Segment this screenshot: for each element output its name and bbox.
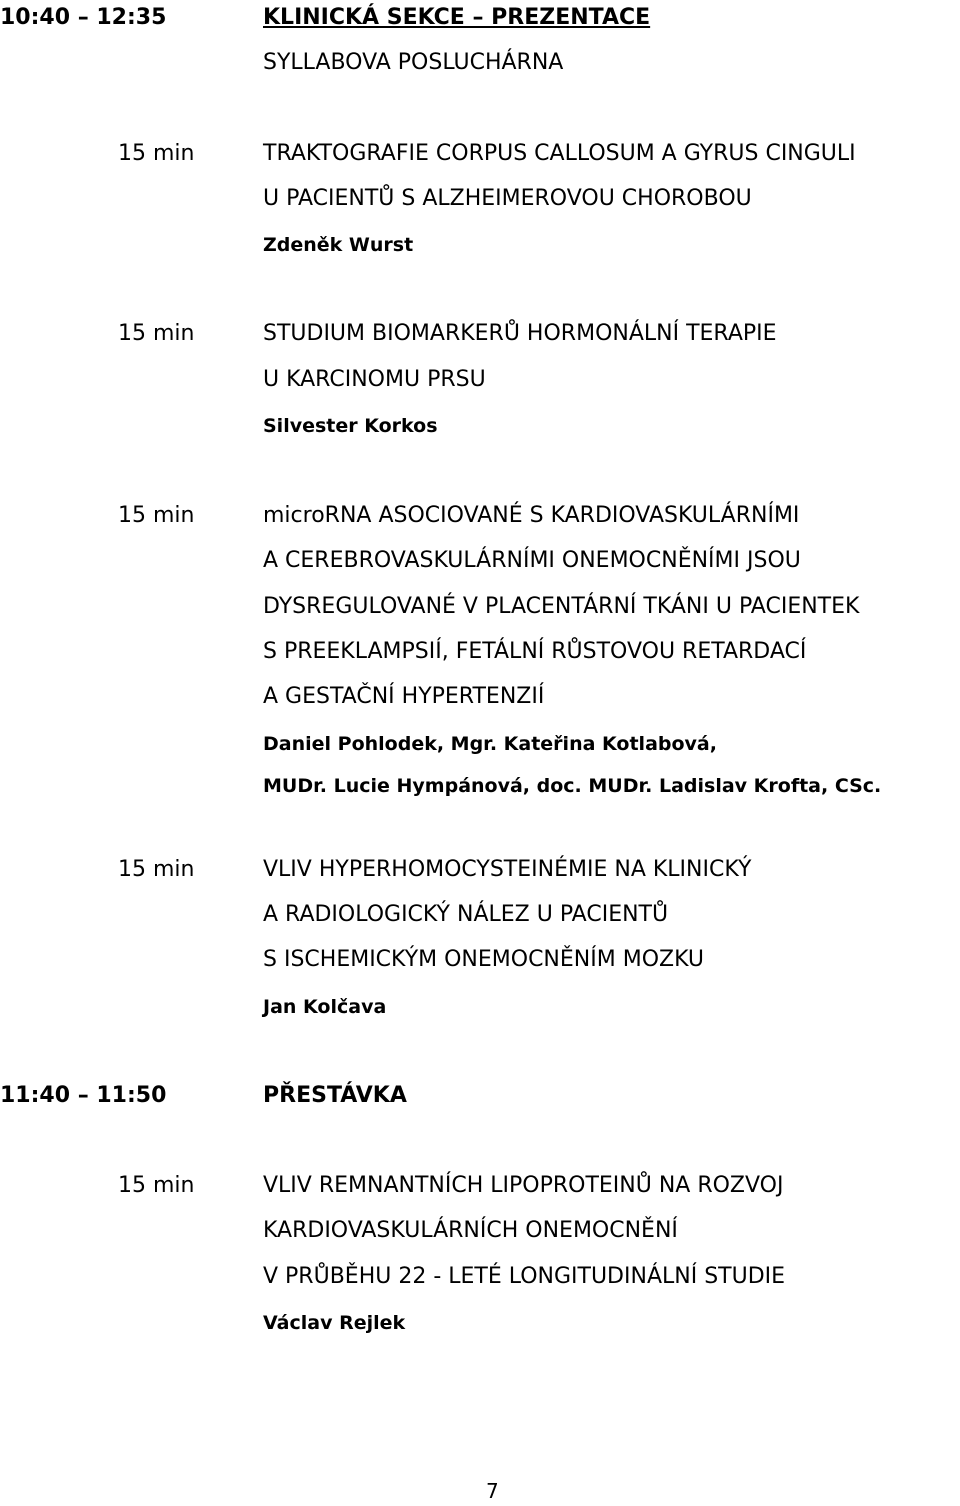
talk-author: Daniel Pohlodek, Mgr. Kateřina Kotlabová, [263, 733, 717, 755]
talk-duration: 15 min [118, 1173, 195, 1198]
talk-title-line: A CEREBROVASKULÁRNÍMI ONEMOCNĚNÍMI JSOU [263, 548, 801, 573]
talk-title-line: A GESTAČNÍ HYPERTENZIÍ [263, 684, 545, 709]
talk-title-line: DYSREGULOVANÉ V PLACENTÁRNÍ TKÁNI U PACIENTEK [263, 594, 860, 619]
talk-title-line: S ISCHEMICKÝM ONEMOCNĚNÍM MOZKU [263, 947, 705, 972]
talk-title-line [263, 501, 799, 531]
talk-duration: 15 min [118, 503, 195, 528]
break-time: 11:40 – 11:50 [0, 1083, 167, 1108]
talk-duration: 15 min [118, 321, 195, 346]
break-label: PŘESTÁVKA [263, 1083, 407, 1108]
session-time: 10:40 – 12:35 [0, 5, 167, 30]
talk-title-line: KARDIOVASKULÁRNÍCH ONEMOCNĚNÍ [263, 1218, 678, 1243]
session-heading: KLINICKÁ SEKCE – PREZENTACE [263, 5, 651, 30]
talk-author: Václav Rejlek [263, 1312, 406, 1334]
talk-title-line: VLIV HYPERHOMOCYSTEINÉMIE NA KLINICKÝ [263, 857, 752, 882]
title-rest: RNA ASOCIOVANÉ S KARDIOVASKULÁRNÍMI [324, 503, 800, 528]
talk-title-line: U KARCINOMU PRSU [263, 367, 486, 392]
talk-title-line: STUDIUM BIOMARKERŮ HORMONÁLNÍ TERAPIE [263, 321, 777, 346]
talk-title-line: S PREEKLAMPSIÍ, FETÁLNÍ RŮSTOVOU RETARDACÍ [263, 639, 807, 664]
talk-author: Jan Kolčava [263, 996, 387, 1018]
talk-author: Zdeněk Wurst [263, 234, 414, 256]
page-number: 7 [486, 1479, 499, 1503]
title-prefix: micro [263, 503, 325, 528]
talk-author: MUDr. Lucie Hympánová, doc. MUDr. Ladislav Krofta, CSc. [263, 775, 882, 797]
talk-duration: 15 min [118, 141, 195, 166]
talk-author: Silvester Korkos [263, 415, 438, 437]
talk-title-line: TRAKTOGRAFIE CORPUS CALLOSUM A GYRUS CINGULI [263, 141, 856, 166]
talk-title-line: A RADIOLOGICKÝ NÁLEZ U PACIENTŮ [263, 902, 669, 927]
session-venue: SYLLABOVA POSLUCHÁRNA [263, 50, 564, 75]
talk-title-line: V PRŮBĚHU 22 - LETÉ LONGITUDINÁLNÍ STUDIE [263, 1264, 786, 1289]
talk-title-line: U PACIENTŮ S ALZHEIMEROVOU CHOROBOU [263, 186, 752, 211]
talk-title-line: VLIV REMNANTNÍCH LIPOPROTEINŮ NA ROZVOJ [263, 1173, 784, 1198]
talk-duration: 15 min [118, 857, 195, 882]
